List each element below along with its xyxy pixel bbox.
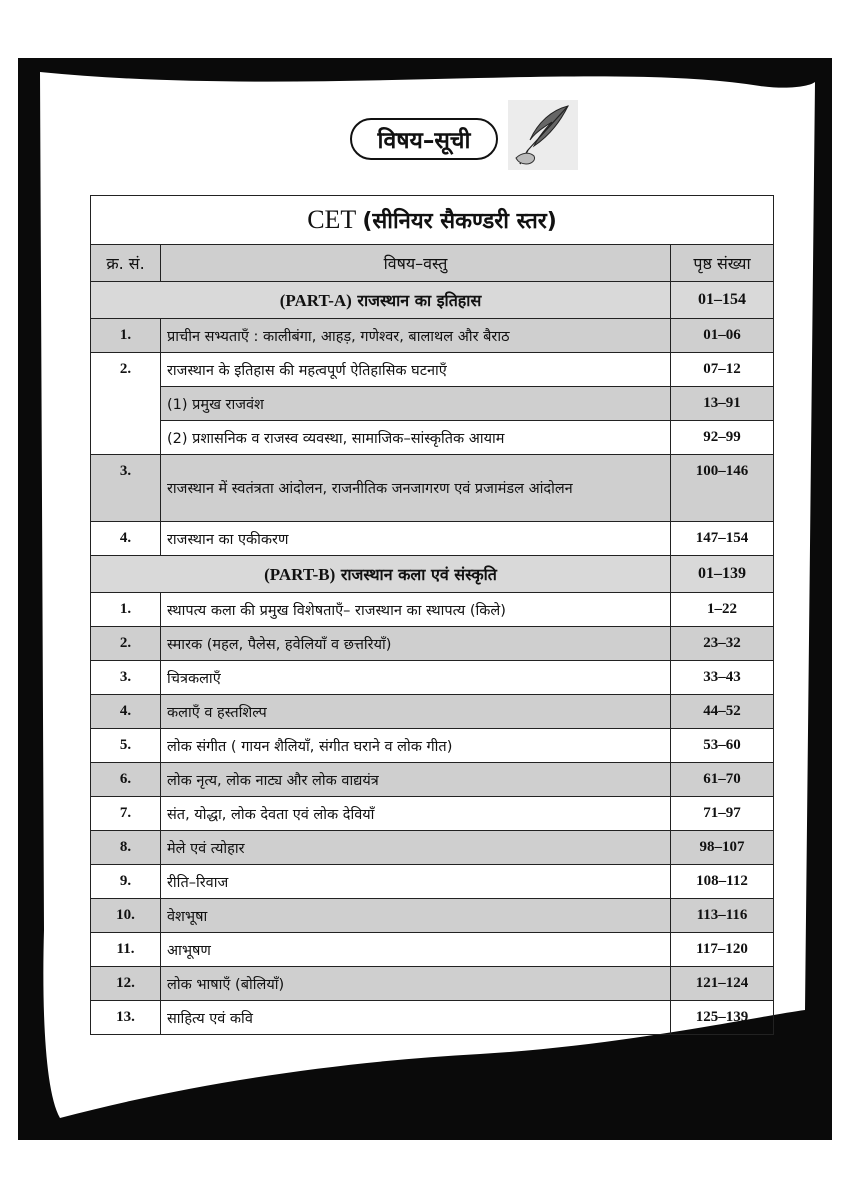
part-a-row	[91, 282, 774, 319]
part-a-title-hindi: राजस्थान का इतिहास	[357, 291, 482, 310]
part-a-pages: 01–154	[671, 282, 774, 319]
row-number: 4.	[91, 522, 161, 556]
row-topic: राजस्थान का एकीकरण	[161, 522, 671, 556]
row-number: 10.	[91, 899, 161, 933]
row-pages: 121–124	[671, 967, 774, 1001]
row-topic: लोक नृत्य, लोक नाट्य और लोक वाद्ययंत्र	[161, 763, 671, 797]
row-number: 4.	[91, 695, 161, 729]
table-row	[91, 695, 774, 729]
table-row	[91, 522, 774, 556]
table-row	[91, 593, 774, 627]
row-number: 11.	[91, 933, 161, 967]
row-topic: लोक भाषाएँ (बोलियाँ)	[161, 967, 671, 1001]
row-topic: स्मारक (महल, पैलेस, हवेलियाँ व छत्तरियाँ)	[161, 627, 671, 661]
table-row	[91, 899, 774, 933]
row-topic: आभूषण	[161, 933, 671, 967]
row-number: 5.	[91, 729, 161, 763]
row-pages: 01–06	[671, 319, 774, 353]
table-title-row	[91, 196, 774, 245]
row-pages: 100–146	[671, 455, 774, 522]
column-header-pages: पृष्ठ संख्या	[671, 245, 774, 282]
row-pages: 108–112	[671, 865, 774, 899]
row-pages: 23–32	[671, 627, 774, 661]
row-pages: 71–97	[671, 797, 774, 831]
row-topic: लोक संगीत ( गायन शैलियाँ, संगीत घराने व लोक गीत)	[161, 729, 671, 763]
table-row	[91, 387, 774, 421]
part-a-title	[91, 282, 671, 319]
table-row	[91, 1001, 774, 1035]
row-topic: चित्रकलाएँ	[161, 661, 671, 695]
table-title	[91, 196, 774, 245]
row-pages: 61–70	[671, 763, 774, 797]
row-number: 9.	[91, 865, 161, 899]
row-number: 2.	[91, 627, 161, 661]
row-pages: 113–116	[671, 899, 774, 933]
row-number: 2.	[91, 353, 161, 455]
row-number: 13.	[91, 1001, 161, 1035]
row-topic: कलाएँ व हस्तशिल्प	[161, 695, 671, 729]
row-pages: 117–120	[671, 933, 774, 967]
row-topic: (2) प्रशासनिक व राजस्व व्यवस्था, सामाजिक–सांस्कृतिक आयाम	[161, 421, 671, 455]
table-row	[91, 729, 774, 763]
table-row	[91, 661, 774, 695]
table-title-latin: CET	[307, 205, 356, 234]
row-topic: प्राचीन सभ्यताएँ : कालीबंगा, आहड़, गणेश्वर, बालाथल और बैराठ	[161, 319, 671, 353]
row-topic: (1) प्रमुख राजवंश	[161, 387, 671, 421]
row-topic: राजस्थान के इतिहास की महत्वपूर्ण ऐतिहासिक घटनाएँ	[161, 353, 671, 387]
quill-pen-icon	[508, 100, 578, 170]
row-pages: 53–60	[671, 729, 774, 763]
table-header-row	[91, 245, 774, 282]
part-b-title	[91, 556, 671, 593]
row-number: 3.	[91, 661, 161, 695]
part-b-title-hindi: राजस्थान कला एवं संस्कृति	[340, 565, 497, 584]
table-row	[91, 933, 774, 967]
row-number: 12.	[91, 967, 161, 1001]
row-number: 1.	[91, 593, 161, 627]
row-pages: 44–52	[671, 695, 774, 729]
table-row	[91, 797, 774, 831]
column-header-topic: विषय–वस्तु	[161, 245, 671, 282]
table-row	[91, 455, 774, 522]
row-pages: 1–22	[671, 593, 774, 627]
row-topic: रीति–रिवाज	[161, 865, 671, 899]
row-number: 6.	[91, 763, 161, 797]
contents-table	[90, 195, 774, 1035]
row-number: 8.	[91, 831, 161, 865]
table-row	[91, 763, 774, 797]
table-row	[91, 353, 774, 387]
row-number: 3.	[91, 455, 161, 522]
row-pages: 13–91	[671, 387, 774, 421]
row-number: 1.	[91, 319, 161, 353]
row-pages: 92–99	[671, 421, 774, 455]
part-b-title-latin: (PART-B)	[264, 565, 336, 584]
row-pages: 147–154	[671, 522, 774, 556]
table-row	[91, 421, 774, 455]
row-pages: 07–12	[671, 353, 774, 387]
part-b-row	[91, 556, 774, 593]
row-topic: मेले एवं त्योहार	[161, 831, 671, 865]
table-row	[91, 319, 774, 353]
part-a-title-latin: (PART-A)	[279, 291, 352, 310]
row-pages: 98–107	[671, 831, 774, 865]
row-topic: राजस्थान में स्वतंत्रता आंदोलन, राजनीतिक जनजागरण एवं प्रजामंडल आंदोलन	[161, 455, 671, 522]
row-pages: 33–43	[671, 661, 774, 695]
row-pages: 125–139	[671, 1001, 774, 1035]
table-row	[91, 865, 774, 899]
table-row	[91, 627, 774, 661]
row-topic: संत, योद्धा, लोक देवता एवं लोक देवियाँ	[161, 797, 671, 831]
table-title-hindi: (सीनियर सैकण्डरी स्तर)	[362, 209, 557, 234]
part-b-pages: 01–139	[671, 556, 774, 593]
contents-heading: विषय–सूची	[350, 118, 498, 160]
table-row	[91, 831, 774, 865]
table-row	[91, 967, 774, 1001]
row-topic: वेशभूषा	[161, 899, 671, 933]
column-header-serial: क्र. सं.	[91, 245, 161, 282]
row-number: 7.	[91, 797, 161, 831]
row-topic: साहित्य एवं कवि	[161, 1001, 671, 1035]
row-topic: स्थापत्य कला की प्रमुख विशेषताएँ– राजस्थान का स्थापत्य (किले)	[161, 593, 671, 627]
